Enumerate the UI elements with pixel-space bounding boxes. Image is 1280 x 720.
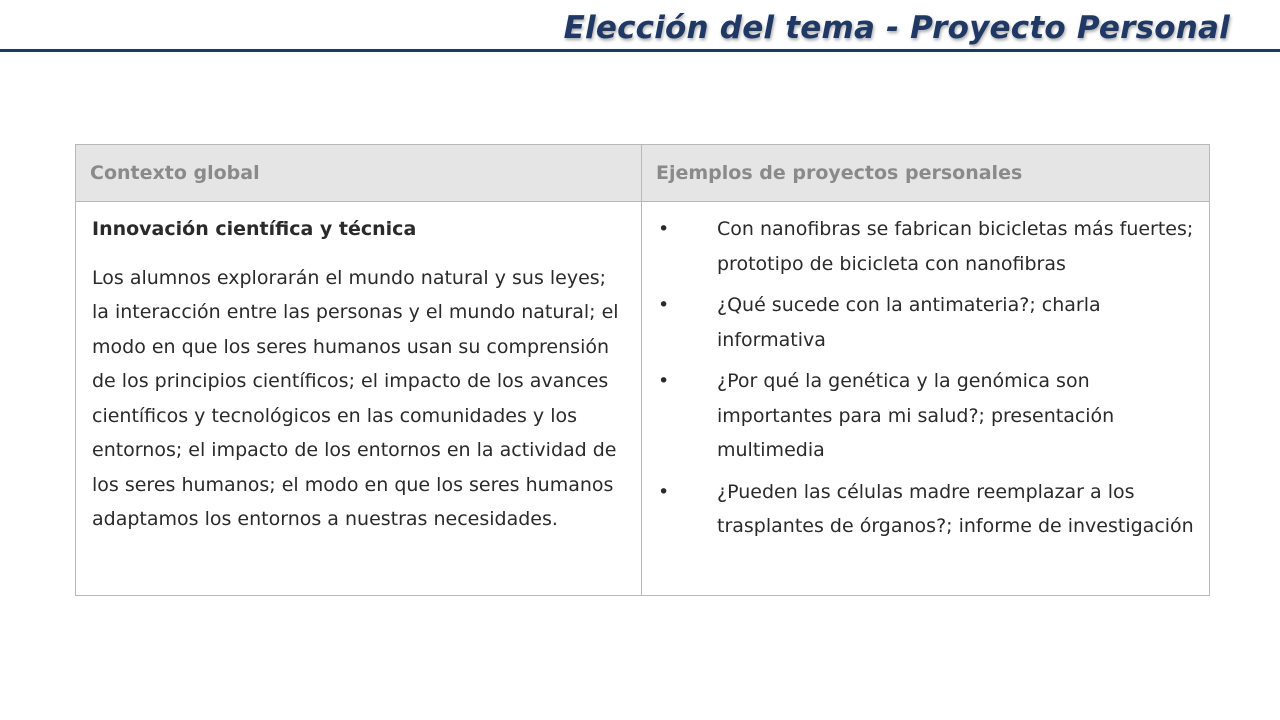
table-header-row (76, 145, 1210, 202)
context-heading: Innovación científica y técnica (92, 218, 417, 240)
example-text: Con nanofibras se fabrican bicicletas más fuertes; prototipo de bicicleta con nanofibras (717, 218, 1194, 275)
example-text: ¿Por qué la genética y la genómica son importantes para mi salud?; presentación multimedia (717, 370, 1115, 461)
table-row (76, 202, 1210, 596)
bullet-icon: • (658, 218, 670, 240)
bullet-icon: • (658, 370, 670, 392)
context-description: Los alumnos explorarán el mundo natural y sus leyes; la interacción entre las personas y el mundo natural; el modo en que los seres humanos usan su comprensión de los principios científicos; el impacto de los avances científicos y tecnológicos en las comunidades y los entornos; el impacto de los entornos en la actividad de los seres humanos; el modo en que los seres humanos adaptamos los entornos a nuestras necesidades. (92, 266, 619, 530)
example-text: ¿Qué sucede con la antimateria?; charla informativa (717, 294, 1101, 351)
context-cell (76, 202, 642, 596)
bullet-icon: • (658, 294, 670, 316)
bullet-icon: • (658, 480, 670, 503)
slide-title: Elección del tema - Proyecto Personal (563, 10, 1230, 46)
list-item (656, 288, 1199, 357)
context-table (75, 144, 1210, 596)
title-underline (0, 49, 1280, 52)
header-examples: Ejemplos de proyectos personales (642, 145, 1210, 202)
list-item (656, 364, 1199, 468)
header-context: Contexto global (76, 145, 642, 202)
examples-list (656, 212, 1199, 544)
list-item (656, 475, 1199, 544)
list-item (656, 212, 1199, 281)
examples-cell (642, 202, 1210, 596)
example-text: ¿Pueden las células madre reemplazar a los trasplantes de órganos?; informe de investigación (717, 480, 1194, 537)
